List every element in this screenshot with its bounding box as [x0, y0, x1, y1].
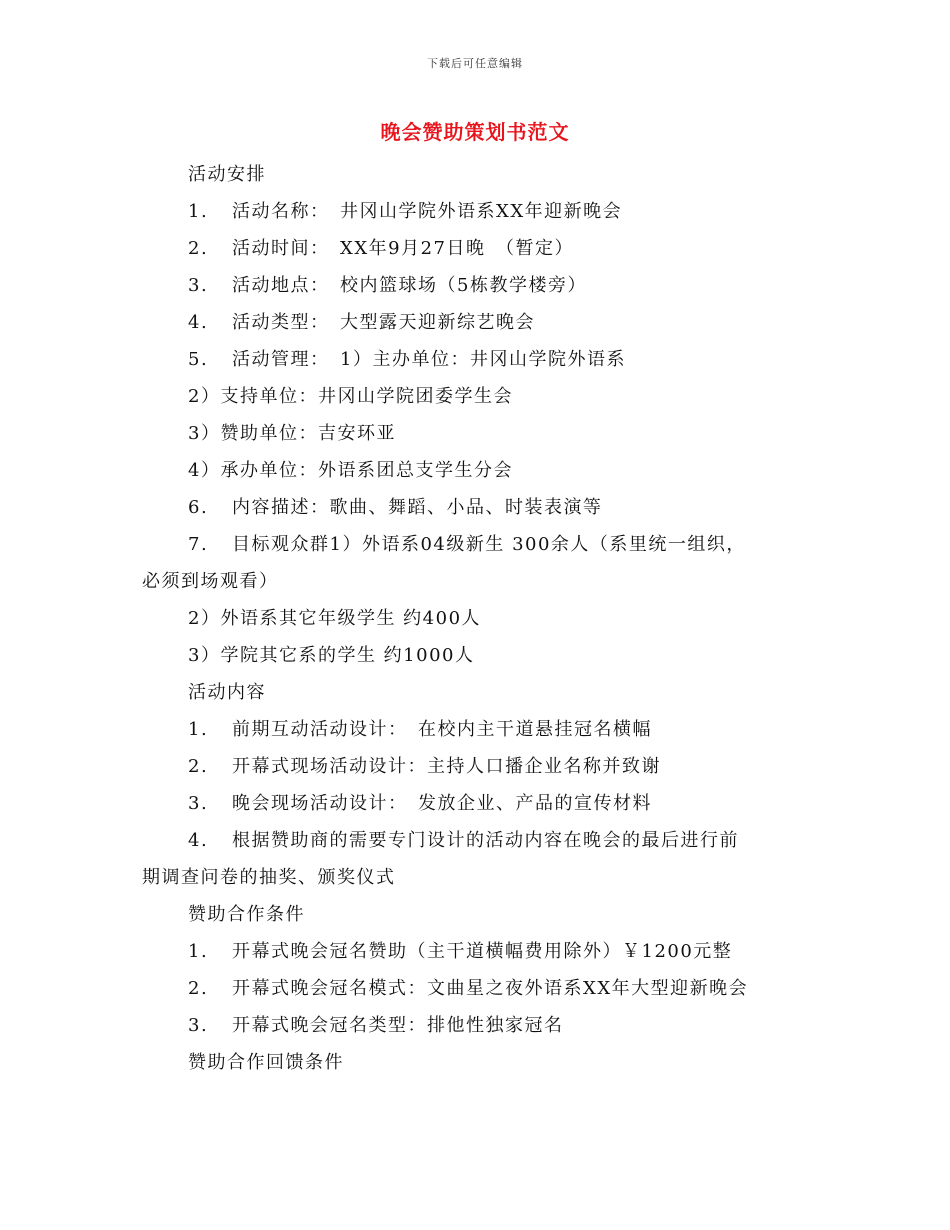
body-line [142, 674, 810, 711]
line-text: 开幕式现场活动设计：主持人口播企业名称并致谢 [232, 756, 661, 777]
list-number: 4. [188, 830, 209, 851]
body-line [142, 748, 810, 785]
list-number: 1. [188, 719, 209, 740]
line-text: 前期互动活动设计： 在校内主干道悬挂冠名横幅 [232, 719, 652, 740]
line-text: 活动地点： 校内篮球场（5栋教学楼旁） [232, 275, 587, 296]
body-line [142, 711, 810, 748]
body-line [142, 415, 810, 452]
body-line [142, 267, 810, 304]
line-text: 活动安排 [188, 164, 266, 185]
list-number: 6. [188, 497, 209, 518]
body-line [142, 970, 810, 1007]
list-number: 2. [188, 238, 209, 259]
body-line [142, 378, 810, 415]
line-text: 开幕式晚会冠名模式：文曲星之夜外语系XX年大型迎新晚会 [232, 978, 749, 999]
line-text: 开幕式晚会冠名类型：排他性独家冠名 [232, 1015, 564, 1036]
body-line [142, 822, 810, 859]
list-number: 7. [188, 534, 209, 555]
list-number: 5. [188, 349, 209, 370]
list-number: 3. [188, 1015, 209, 1036]
list-number: 1. [188, 201, 209, 222]
body-line [142, 1044, 810, 1081]
body-line [142, 156, 810, 193]
document-title: 晚会赞助策划书范文 [380, 120, 570, 144]
line-text: 3）学院其它系的学生 约1000人 [188, 645, 475, 666]
line-text: 4）承办单位：外语系团总支学生分会 [188, 460, 513, 481]
line-text: 期调查问卷的抽奖、颁奖仪式 [142, 867, 396, 888]
line-text: 活动名称： 井冈山学院外语系XX年迎新晚会 [232, 201, 623, 222]
body-line [142, 489, 810, 526]
line-text: 3）赞助单位：吉安环亚 [188, 423, 396, 444]
body-line [142, 896, 810, 933]
body-line [142, 600, 810, 637]
list-number: 3. [188, 793, 209, 814]
body-line [142, 563, 810, 600]
body-line [142, 859, 810, 896]
line-text: 活动管理： 1）主办单位：井冈山学院外语系 [232, 349, 626, 370]
line-text: 目标观众群1）外语系04级新生 300余人（系里统一组织， [232, 534, 746, 555]
body-line [142, 341, 810, 378]
body-line [142, 1007, 810, 1044]
line-text: 赞助合作条件 [188, 904, 305, 925]
line-text: 内容描述：歌曲、舞蹈、小品、时装表演等 [232, 497, 603, 518]
line-text: 2）外语系其它年级学生 约400人 [188, 608, 482, 629]
line-text: 赞助合作回馈条件 [188, 1052, 344, 1073]
list-number: 2. [188, 978, 209, 999]
list-number: 4. [188, 312, 209, 333]
body-line [142, 193, 810, 230]
body-line [142, 933, 810, 970]
page-header-note: 下载后可任意编辑 [427, 57, 523, 70]
body-line [142, 304, 810, 341]
line-text: 根据赞助商的需要专门设计的活动内容在晚会的最后进行前 [232, 830, 739, 851]
line-text: 活动时间： XX年9月27日晚 （暂定） [232, 238, 574, 259]
line-text: 必须到场观看） [142, 571, 279, 592]
list-number: 3. [188, 275, 209, 296]
body-line [142, 785, 810, 822]
list-number: 2. [188, 756, 209, 777]
list-number: 1. [188, 941, 209, 962]
line-text: 活动内容 [188, 682, 266, 703]
line-text: 2）支持单位：井冈山学院团委学生会 [188, 386, 513, 407]
document-body [142, 156, 810, 1081]
body-line [142, 230, 810, 267]
body-line [142, 637, 810, 674]
body-line [142, 526, 810, 563]
line-text: 开幕式晚会冠名赞助（主干道横幅费用除外）￥1200元整 [232, 941, 733, 962]
body-line [142, 452, 810, 489]
line-text: 活动类型： 大型露天迎新综艺晚会 [232, 312, 535, 333]
line-text: 晚会现场活动设计： 发放企业、产品的宣传材料 [232, 793, 652, 814]
